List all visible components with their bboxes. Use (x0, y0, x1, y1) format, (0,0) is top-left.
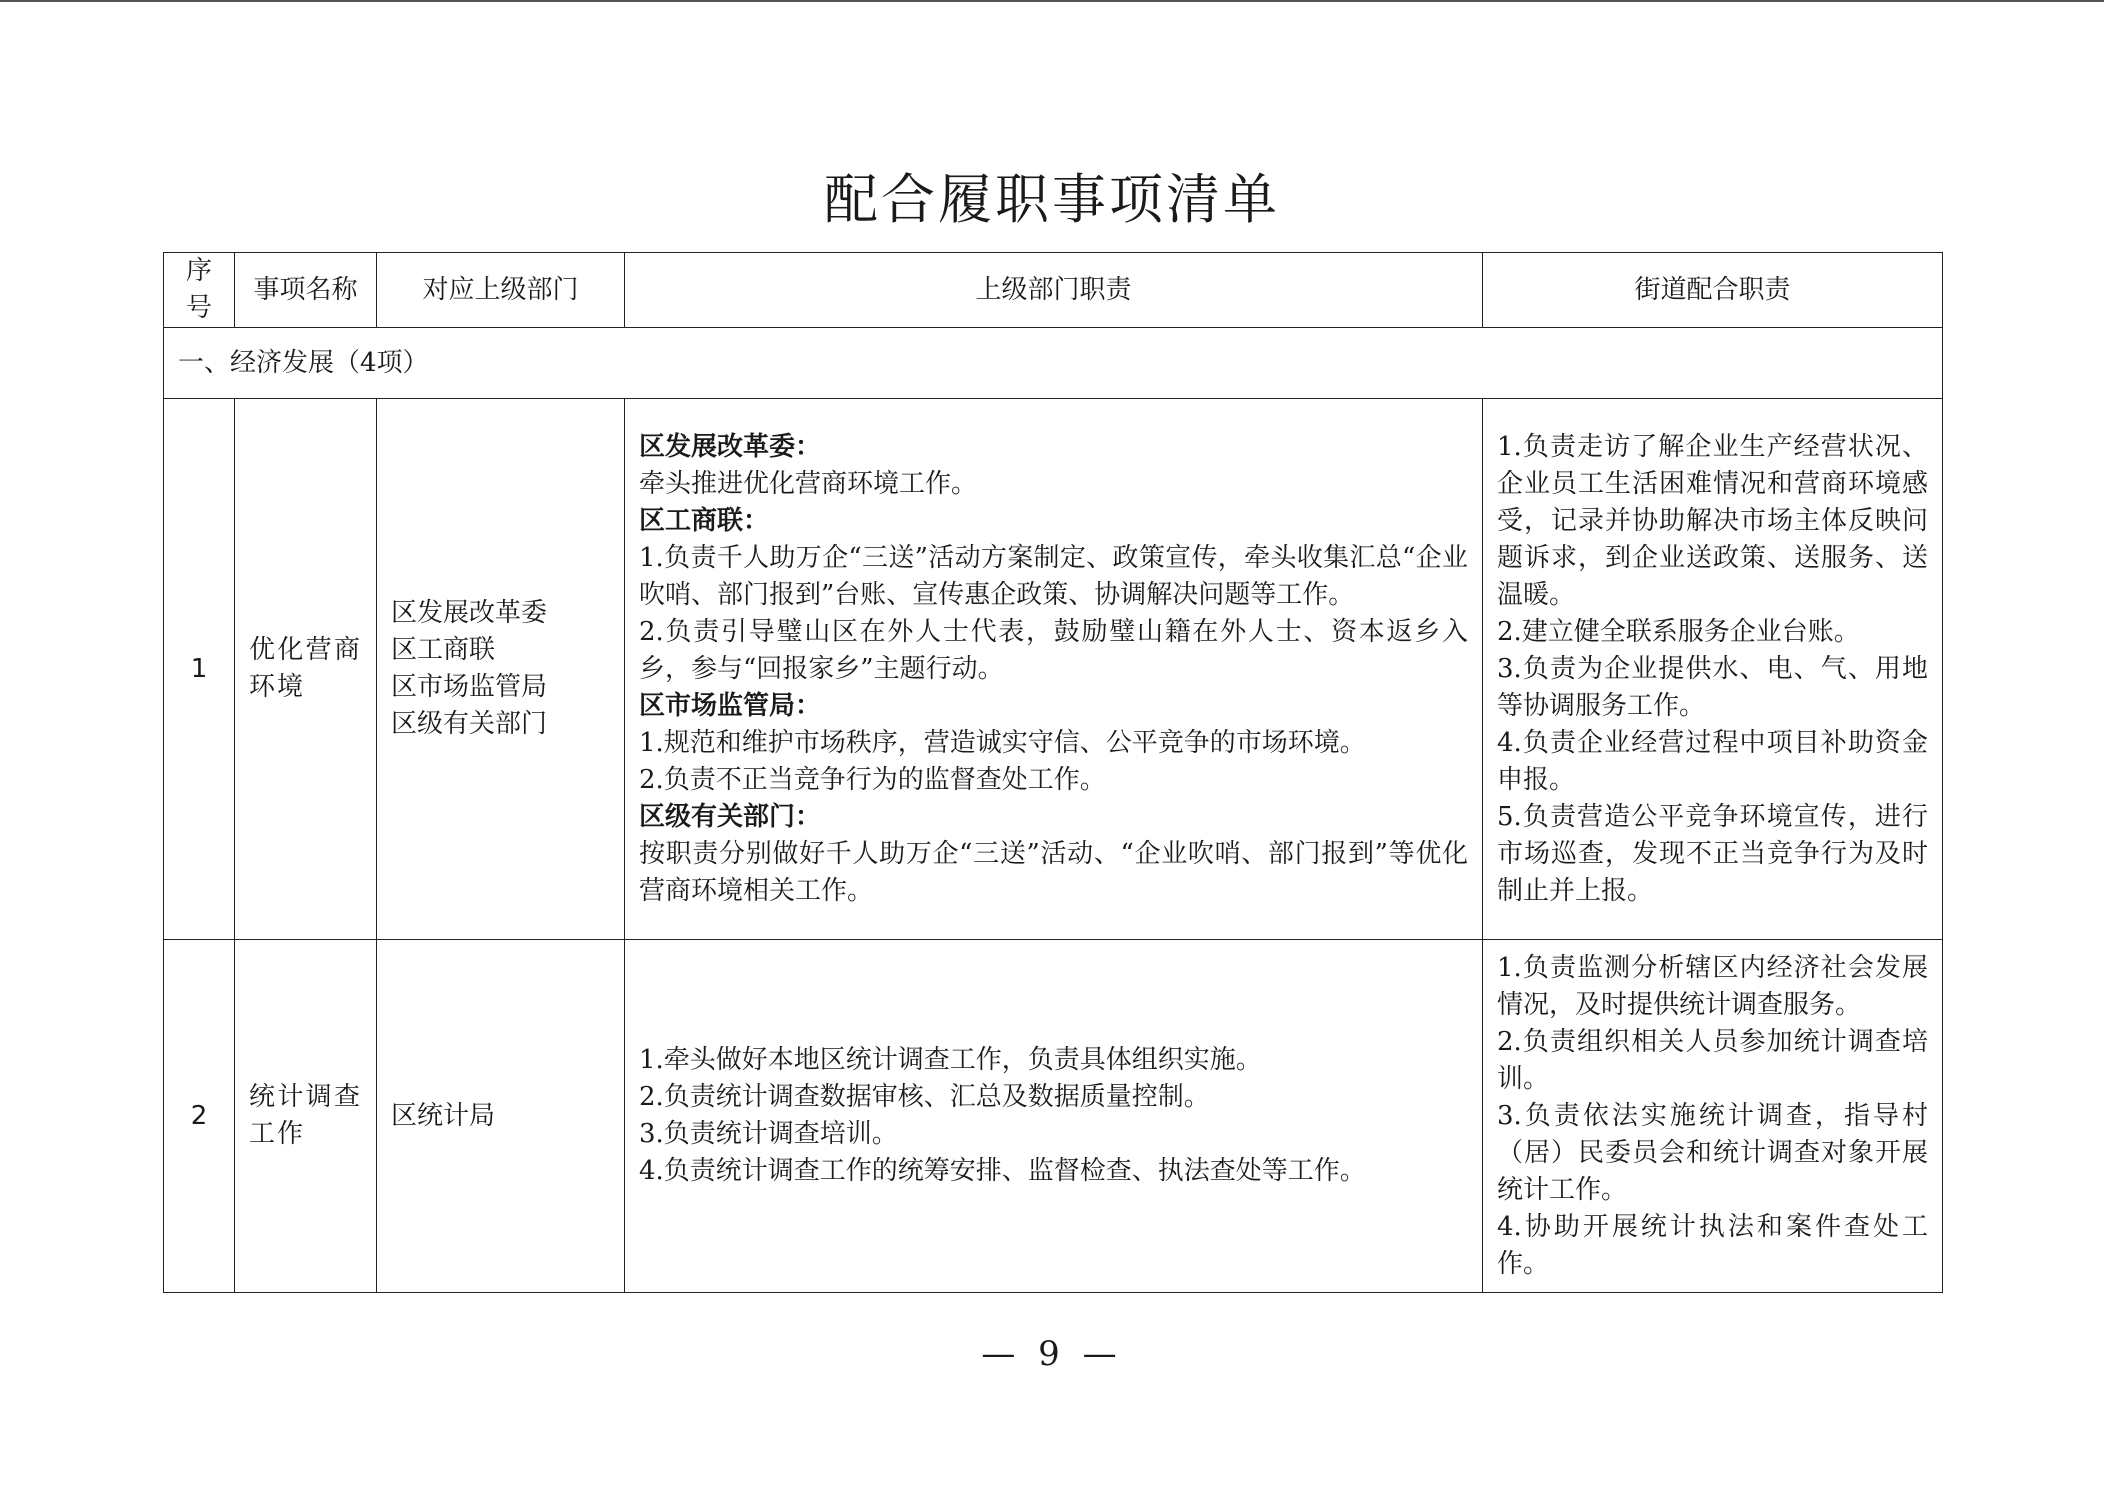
street-duty-item: 4.协助开展统计执法和案件查处工作。 (1497, 1211, 1928, 1279)
section-row (164, 328, 1943, 399)
duty-item: 4.负责统计调查工作的统筹安排、监督检查、执法查处等工作。 (639, 1156, 1366, 1186)
dept-line: 区级有关部门 (391, 709, 548, 739)
duty-item: 按职责分别做好千人助万企“三送”活动、“企业吹哨、部门报到”等优化营商环境相关工作。 (639, 838, 1468, 906)
row-item-name: 统计调查工作 (235, 940, 377, 1293)
row-seq: 2 (164, 940, 235, 1293)
duty-dept-heading: 区发展改革委： (639, 431, 822, 462)
header-superior-duties: 上级部门职责 (625, 253, 1483, 328)
row-item-name: 优化营商环境 (235, 399, 377, 940)
street-duty-item: 3.负责依法实施统计调查，指导村（居）民委员会和统计调查对象开展统计工作。 (1497, 1100, 1928, 1205)
dept-line: 区市场监管局 (391, 672, 548, 702)
duty-item: 1.牵头做好本地区统计调查工作，负责具体组织实施。 (639, 1045, 1262, 1075)
dept-line: 区统计局 (391, 1100, 496, 1131)
table-header-row (164, 253, 1943, 328)
duty-item: 1.负责千人助万企“三送”活动方案制定、政策宣传，牵头收集汇总“企业吹哨、部门报到”台账、宣传惠企政策、协调解决问题等工作。 (639, 542, 1468, 610)
row-superior-depts (377, 399, 625, 940)
table-row (164, 940, 1943, 1293)
street-duty-item: 1.负责监测分析辖区内经济社会发展情况，及时提供统计调查服务。 (1497, 952, 1928, 1020)
header-item-name: 事项名称 (235, 253, 377, 328)
header-superior-dept: 对应上级部门 (377, 253, 625, 328)
header-seq: 序号 (164, 253, 235, 328)
duty-item: 2.负责引导璧山区在外人士代表，鼓励璧山籍在外人士、资本返乡入乡，参与“回报家乡”主题行动。 (639, 616, 1468, 684)
street-duty-item: 2.建立健全联系服务企业台账。 (1497, 616, 1860, 647)
duty-dept-heading: 区级有关部门： (639, 801, 822, 832)
duty-dept-heading: 区工商联： (639, 505, 770, 536)
duty-item: 2.负责统计调查数据审核、汇总及数据质量控制。 (639, 1082, 1210, 1112)
row-seq: 1 (164, 399, 235, 940)
row-street-duties (1483, 399, 1943, 940)
duty-item: 3.负责统计调查培训。 (639, 1119, 898, 1149)
street-duty-item: 3.负责为企业提供水、电、气、用地等协调服务工作。 (1497, 653, 1928, 721)
row-superior-duties (625, 399, 1483, 940)
table-row (164, 399, 1943, 940)
duties-table (163, 252, 1943, 1293)
row-superior-duties (625, 940, 1483, 1293)
duty-item: 1.规范和维护市场秩序，营造诚实守信、公平竞争的市场环境。 (639, 727, 1366, 758)
street-duty-item: 5.负责营造公平竞争环境宣传，进行市场巡查，发现不正当竞争行为及时制止并上报。 (1497, 801, 1928, 906)
street-duty-item: 1.负责走访了解企业生产经营状况、企业员工生活困难情况和营商环境感受，记录并协助解决市场主体反映问题诉求，到企业送政策、送服务、送温暖。 (1497, 431, 1928, 610)
dept-line: 区发展改革委 (391, 598, 548, 628)
street-duty-item: 4.负责企业经营过程中项目补助资金申报。 (1497, 727, 1928, 795)
dept-line: 区工商联 (391, 635, 496, 665)
street-duty-item: 2.负责组织相关人员参加统计调查培训。 (1497, 1026, 1928, 1094)
duty-item: 牵头推进优化营商环境工作。 (639, 468, 978, 499)
row-street-duties (1483, 940, 1943, 1293)
top-border (0, 0, 2104, 2)
page-number: — 9 — (981, 1334, 1123, 1374)
duty-item: 2.负责不正当竞争行为的监督查处工作。 (639, 764, 1106, 795)
header-street-duties: 街道配合职责 (1483, 253, 1943, 328)
duty-dept-heading: 区市场监管局： (639, 690, 822, 721)
row-superior-depts (377, 940, 625, 1293)
section-title: 一、经济发展（4项） (164, 328, 1943, 399)
page-title: 配合履职事项清单 (824, 168, 1280, 231)
